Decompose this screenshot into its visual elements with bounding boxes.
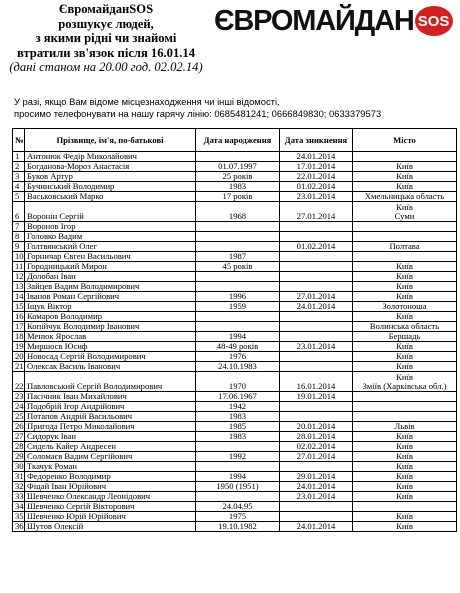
cell-missing-date: 22.01.2014 bbox=[280, 172, 353, 182]
cell-number: 14 bbox=[13, 292, 25, 302]
cell-missing-date: 24.01.2014 bbox=[280, 152, 353, 162]
cell-birth-date: 1987 bbox=[196, 252, 280, 262]
table-row bbox=[13, 402, 457, 412]
cell-birth-date: 1975 bbox=[196, 512, 280, 522]
table-row bbox=[13, 152, 457, 162]
cell-number: 33 bbox=[13, 492, 25, 502]
cell-name: Воронін Сергій bbox=[25, 202, 196, 222]
cell-city bbox=[353, 392, 457, 402]
cell-missing-date: 23.01.2014 bbox=[280, 192, 353, 202]
cell-name: Новосад Сергій Володимирович bbox=[25, 352, 196, 362]
cell-birth-date: 1950 (1951) bbox=[196, 482, 280, 492]
cell-birth-date: 01.07.1997 bbox=[196, 162, 280, 172]
cell-number: 3 bbox=[13, 172, 25, 182]
table-row bbox=[13, 472, 457, 482]
cell-city: Київ bbox=[353, 432, 457, 442]
cell-missing-date bbox=[280, 282, 353, 292]
cell-number: 30 bbox=[13, 462, 25, 472]
cell-number: 8 bbox=[13, 232, 25, 242]
cell-birth-date bbox=[196, 152, 280, 162]
cell-city: Золотоноша bbox=[353, 302, 457, 312]
cell-birth-date bbox=[196, 442, 280, 452]
cell-name: Бучинський Володимир bbox=[25, 182, 196, 192]
cell-missing-date bbox=[280, 312, 353, 322]
cell-city: Київ bbox=[353, 262, 457, 272]
cell-city: Бершадь bbox=[353, 332, 457, 342]
cell-name: Подобрій Ігор Андрійович bbox=[25, 402, 196, 412]
table-row bbox=[13, 372, 457, 392]
cell-missing-date bbox=[280, 402, 353, 412]
cell-city: Київ bbox=[353, 492, 457, 502]
cell-birth-date bbox=[196, 462, 280, 472]
table-row bbox=[13, 362, 457, 372]
table-row bbox=[13, 452, 457, 462]
cell-birth-date: 17.06.1967 bbox=[196, 392, 280, 402]
cell-city bbox=[353, 402, 457, 412]
cell-name: Миршосв Юсиф bbox=[25, 342, 196, 352]
cell-city: Київ Зміїв (Харківська обл.) bbox=[353, 372, 457, 392]
cell-city: Львів bbox=[353, 422, 457, 432]
cell-city: Київ bbox=[353, 312, 457, 322]
col-header-name: Прізвище, ім'я, по-батькові bbox=[25, 129, 196, 152]
cell-missing-date bbox=[280, 462, 353, 472]
table-row bbox=[13, 352, 457, 362]
cell-missing-date: 19.01.2014 bbox=[280, 392, 353, 402]
cell-birth-date: 1942 bbox=[196, 402, 280, 412]
cell-number: 1 bbox=[13, 152, 25, 162]
table-row bbox=[13, 462, 457, 472]
cell-number: 23 bbox=[13, 392, 25, 402]
title-line: ЄвромайданSOS bbox=[58, 2, 154, 16]
cell-birth-date: 1970 bbox=[196, 372, 280, 392]
cell-birth-date: 19.10.1982 bbox=[196, 522, 280, 532]
cell-city: Київ Суми bbox=[353, 202, 457, 222]
table-row bbox=[13, 262, 457, 272]
cell-name: Потапов Андрій Васильович bbox=[25, 412, 196, 422]
table-header-row bbox=[13, 129, 457, 152]
cell-birth-date: 24.10.1983 bbox=[196, 362, 280, 372]
cell-missing-date: 16.01.2014 bbox=[280, 372, 353, 392]
cell-number: 29 bbox=[13, 452, 25, 462]
cell-name: Копійчук Володимир Іванович bbox=[25, 322, 196, 332]
table-row bbox=[13, 482, 457, 492]
cell-number: 20 bbox=[13, 352, 25, 362]
cell-name: Буков Артур bbox=[25, 172, 196, 182]
cell-missing-date: 29.01.2014 bbox=[280, 472, 353, 482]
cell-missing-date bbox=[280, 362, 353, 372]
table-row bbox=[13, 202, 457, 222]
cell-missing-date: 27.01.2014 bbox=[280, 452, 353, 462]
cell-birth-date: 1983 bbox=[196, 412, 280, 422]
table-row bbox=[13, 322, 457, 332]
cell-missing-date bbox=[280, 262, 353, 272]
cell-name: Сидель Кайер Андресен bbox=[25, 442, 196, 452]
cell-name: Соломаєв Вадим Сергійович bbox=[25, 452, 196, 462]
cell-birth-date: 1992 bbox=[196, 452, 280, 462]
cell-number: 35 bbox=[13, 512, 25, 522]
cell-city: Київ bbox=[353, 512, 457, 522]
cell-number: 9 bbox=[13, 242, 25, 252]
table-row bbox=[13, 302, 457, 312]
col-header-missing-date: Дата зникнення bbox=[280, 129, 353, 152]
cell-birth-date bbox=[196, 322, 280, 332]
cell-missing-date bbox=[280, 512, 353, 522]
cell-name: Воронов Ігор bbox=[25, 222, 196, 232]
cell-missing-date bbox=[280, 222, 353, 232]
table-row bbox=[13, 442, 457, 452]
cell-city: Київ bbox=[353, 172, 457, 182]
cell-name: Шевченко Олександр Леонідович bbox=[25, 492, 196, 502]
cell-number: 24 bbox=[13, 402, 25, 412]
cell-name: Головко Вадим bbox=[25, 232, 196, 242]
cell-birth-date: 1994 bbox=[196, 332, 280, 342]
cell-missing-date: 20.01.2014 bbox=[280, 422, 353, 432]
cell-birth-date: 24.04.95 bbox=[196, 502, 280, 512]
cell-city: Київ bbox=[353, 482, 457, 492]
table-row bbox=[13, 292, 457, 302]
cell-city: Київ bbox=[353, 472, 457, 482]
table-row bbox=[13, 502, 457, 512]
cell-missing-date: 28.01.2014 bbox=[280, 432, 353, 442]
col-header-birth-date: Дата народження bbox=[196, 129, 280, 152]
cell-name: Пасічник Іван Михайлович bbox=[25, 392, 196, 402]
cell-number: 17 bbox=[13, 322, 25, 332]
cell-name: Іванов Роман Сергійович bbox=[25, 292, 196, 302]
cell-name: Іщук Віктор bbox=[25, 302, 196, 312]
cell-number: 10 bbox=[13, 252, 25, 262]
cell-name: Павловський Сергій Володимирович bbox=[25, 372, 196, 392]
cell-name: Фіцай Іван Юрійович bbox=[25, 482, 196, 492]
cell-birth-date: 17 років bbox=[196, 192, 280, 202]
cell-birth-date: 1976 bbox=[196, 352, 280, 362]
cell-missing-date: 27.01.2014 bbox=[280, 202, 353, 222]
table-row bbox=[13, 252, 457, 262]
notice-line: просимо телефонувати на нашу гарячу лінію: 0685481241; 0666849830; 0633379573 bbox=[14, 108, 382, 119]
cell-name: Пригода Петро Миколайович bbox=[25, 422, 196, 432]
cell-missing-date bbox=[280, 352, 353, 362]
cell-birth-date: 48-49 років bbox=[196, 342, 280, 352]
cell-name: Городницький Мирон bbox=[25, 262, 196, 272]
cell-birth-date bbox=[196, 242, 280, 252]
cell-city: Київ bbox=[353, 162, 457, 172]
cell-birth-date bbox=[196, 312, 280, 322]
cell-number: 12 bbox=[13, 272, 25, 282]
cell-missing-date bbox=[280, 272, 353, 282]
notice-line: У разі, якщо Вам відоме місцезнаходження чи інші відомості, bbox=[14, 96, 280, 107]
cell-number: 25 bbox=[13, 412, 25, 422]
cell-number: 34 bbox=[13, 502, 25, 512]
cell-missing-date bbox=[280, 412, 353, 422]
table-row bbox=[13, 422, 457, 432]
title-line: з якими рідні чи знайомі bbox=[35, 31, 177, 46]
cell-birth-date: 1996 bbox=[196, 292, 280, 302]
cell-city: Київ bbox=[353, 462, 457, 472]
cell-name: Долобан Іван bbox=[25, 272, 196, 282]
header-text bbox=[0, 2, 212, 75]
header bbox=[0, 0, 460, 82]
title-line: розшукує людей, bbox=[58, 16, 154, 31]
cell-birth-date: 1985 bbox=[196, 422, 280, 432]
cell-city: Київ bbox=[353, 442, 457, 452]
cell-birth-date: 1959 bbox=[196, 302, 280, 312]
cell-name: Шутов Олексій bbox=[25, 522, 196, 532]
cell-number: 2 bbox=[13, 162, 25, 172]
cell-missing-date bbox=[280, 252, 353, 262]
cell-name: Антонюк Федір Миколайович bbox=[25, 152, 196, 162]
cell-number: 5 bbox=[13, 192, 25, 202]
cell-name: Шевченко Юрій Юрійович bbox=[25, 512, 196, 522]
table-row bbox=[13, 332, 457, 342]
cell-missing-date: 17.01.2014 bbox=[280, 162, 353, 172]
hotline-notice bbox=[14, 96, 454, 120]
table-row bbox=[13, 492, 457, 502]
cell-city: Київ bbox=[353, 352, 457, 362]
cell-missing-date: 23.01.2014 bbox=[280, 492, 353, 502]
cell-birth-date: 25 років bbox=[196, 172, 280, 182]
cell-number: 16 bbox=[13, 312, 25, 322]
cell-city bbox=[353, 412, 457, 422]
cell-name: Ткачук Роман bbox=[25, 462, 196, 472]
cell-missing-date: 01.02.2014 bbox=[280, 182, 353, 192]
cell-city: Полтава bbox=[353, 242, 457, 252]
cell-number: 11 bbox=[13, 262, 25, 272]
cell-missing-date: 23.01.2014 bbox=[280, 342, 353, 352]
cell-missing-date bbox=[280, 502, 353, 512]
cell-number: 28 bbox=[13, 442, 25, 452]
cell-city: Волинська область bbox=[353, 322, 457, 332]
cell-missing-date: 24.01.2014 bbox=[280, 522, 353, 532]
date-note: (дані станом на 20.00 год. 02.02.14) bbox=[9, 60, 203, 75]
cell-number: 27 bbox=[13, 432, 25, 442]
cell-city bbox=[353, 222, 457, 232]
cell-name: Федоренко Володимир bbox=[25, 472, 196, 482]
cell-missing-date: 24.01.2014 bbox=[280, 302, 353, 312]
cell-missing-date: 27.01.2014 bbox=[280, 292, 353, 302]
table-body bbox=[13, 152, 457, 532]
title-line: втратили зв'язок після 16.01.14 bbox=[16, 45, 196, 60]
cell-birth-date: 1983 bbox=[196, 182, 280, 192]
cell-name: Комаров Володимир bbox=[25, 312, 196, 322]
cell-number: 7 bbox=[13, 222, 25, 232]
logo-wordmark: ЄВРОМАЙДАН bbox=[214, 5, 414, 37]
cell-city: Київ bbox=[353, 342, 457, 352]
table-row bbox=[13, 392, 457, 402]
cell-city: Київ bbox=[353, 292, 457, 302]
cell-number: 21 bbox=[13, 362, 25, 372]
cell-number: 19 bbox=[13, 342, 25, 352]
table-row bbox=[13, 432, 457, 442]
missing-persons-table bbox=[12, 128, 457, 532]
table-row bbox=[13, 282, 457, 292]
cell-city bbox=[353, 252, 457, 262]
cell-birth-date bbox=[196, 492, 280, 502]
cell-number: 36 bbox=[13, 522, 25, 532]
cell-city: Київ bbox=[353, 362, 457, 372]
cell-number: 4 bbox=[13, 182, 25, 192]
cell-city: Київ bbox=[353, 182, 457, 192]
logo-sos-badge: SOS bbox=[415, 6, 453, 36]
cell-city bbox=[353, 232, 457, 242]
cell-city: Київ bbox=[353, 452, 457, 462]
table-row bbox=[13, 512, 457, 522]
cell-missing-date: 02.02.2014 bbox=[280, 442, 353, 452]
cell-name: Васьковський Марко bbox=[25, 192, 196, 202]
cell-city: Київ bbox=[353, 522, 457, 532]
cell-name: Голтвянський Олег bbox=[25, 242, 196, 252]
cell-number: 32 bbox=[13, 482, 25, 492]
cell-birth-date bbox=[196, 272, 280, 282]
table-row bbox=[13, 222, 457, 232]
table-row bbox=[13, 242, 457, 252]
cell-number: 31 bbox=[13, 472, 25, 482]
cell-birth-date bbox=[196, 232, 280, 242]
table-row bbox=[13, 312, 457, 322]
cell-birth-date: 45 років bbox=[196, 262, 280, 272]
col-header-number: № bbox=[13, 129, 25, 152]
cell-number: 15 bbox=[13, 302, 25, 312]
cell-city: Київ bbox=[353, 272, 457, 282]
euromaidan-sos-logo bbox=[214, 6, 453, 36]
table-row bbox=[13, 162, 457, 172]
cell-city bbox=[353, 152, 457, 162]
cell-birth-date bbox=[196, 222, 280, 232]
cell-birth-date: 1983 bbox=[196, 432, 280, 442]
cell-number: 6 bbox=[13, 202, 25, 222]
cell-missing-date: 24.01.2014 bbox=[280, 482, 353, 492]
cell-name: Богданова-Мороз Анастасія bbox=[25, 162, 196, 172]
cell-missing-date bbox=[280, 332, 353, 342]
table-row bbox=[13, 232, 457, 242]
cell-name: Шевченко Сергій Вікторович bbox=[25, 502, 196, 512]
cell-name: Менюк Ярослав bbox=[25, 332, 196, 342]
cell-name: Олексак Василь Іванович bbox=[25, 362, 196, 372]
table-row bbox=[13, 522, 457, 532]
cell-birth-date: 1968 bbox=[196, 202, 280, 222]
table-row bbox=[13, 182, 457, 192]
cell-number: 22 bbox=[13, 372, 25, 392]
cell-missing-date bbox=[280, 232, 353, 242]
table-row bbox=[13, 172, 457, 182]
cell-city: Хмельницька область bbox=[353, 192, 457, 202]
table-row bbox=[13, 412, 457, 422]
cell-missing-date bbox=[280, 322, 353, 332]
cell-number: 26 bbox=[13, 422, 25, 432]
table-row bbox=[13, 342, 457, 352]
cell-missing-date: 01.02.2014 bbox=[280, 242, 353, 252]
table-row bbox=[13, 272, 457, 282]
cell-name: Горничар Євген Васильович bbox=[25, 252, 196, 262]
cell-birth-date bbox=[196, 282, 280, 292]
cell-name: Сидорук Іван bbox=[25, 432, 196, 442]
table-row bbox=[13, 192, 457, 202]
cell-birth-date: 1994 bbox=[196, 472, 280, 482]
col-header-city: Місто bbox=[353, 129, 457, 152]
cell-number: 18 bbox=[13, 332, 25, 342]
cell-number: 13 bbox=[13, 282, 25, 292]
cell-name: Зайцев Вадим Володимирович bbox=[25, 282, 196, 292]
cell-city: Київ bbox=[353, 282, 457, 292]
cell-city bbox=[353, 502, 457, 512]
